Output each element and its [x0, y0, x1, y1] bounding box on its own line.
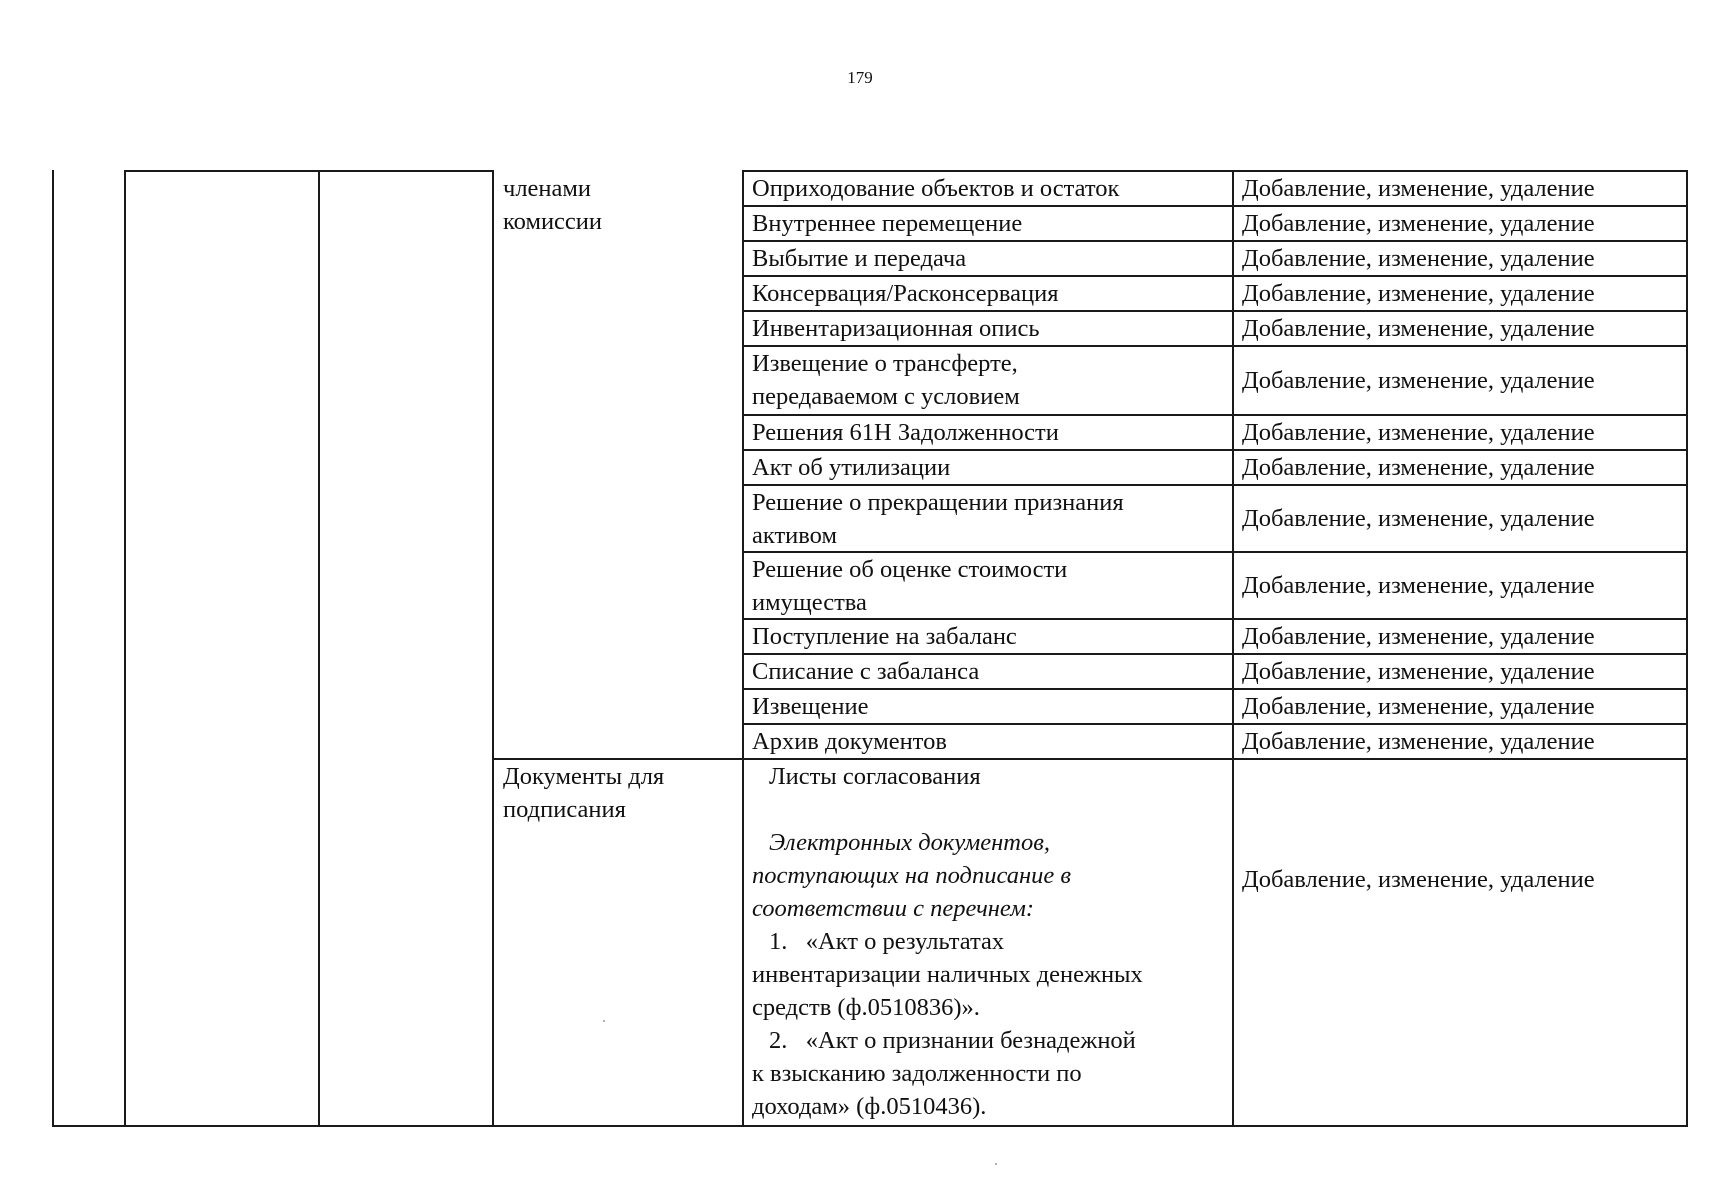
row-permissions: Добавление, изменение, удаление: [1242, 280, 1595, 307]
row-permissions: Добавление, изменение, удаление: [1242, 175, 1595, 202]
col-line-6: [1232, 170, 1234, 1127]
row-document: Поступление на забаланс: [752, 623, 1017, 650]
group-label-line: комиссии: [503, 208, 603, 235]
signing-title: Листы согласования: [769, 763, 981, 790]
row-permissions: Добавление, изменение, удаление: [1242, 658, 1595, 685]
row-document: [752, 347, 1020, 413]
signing-documents-cell: [752, 760, 1143, 1123]
row-document: Консервация/Расконсервация: [752, 280, 1059, 307]
list-item-line: инвентаризации наличных денежных: [752, 961, 1143, 988]
col-line-7: [1686, 170, 1688, 1127]
row-permissions: Добавление, изменение, удаление: [1242, 505, 1595, 532]
row-permissions: Добавление, изменение, удаление: [1242, 315, 1595, 342]
group-label-members: [503, 172, 602, 238]
col-line-2: [124, 170, 126, 1127]
table-top-border-left: [124, 170, 494, 172]
row-document: Инвентаризационная опись: [752, 315, 1040, 342]
row-document: Списание с забаланса: [752, 658, 980, 685]
row-document-line: передаваемом с условием: [752, 383, 1020, 410]
signing-italic-line: соответствии с перечнем:: [752, 895, 1034, 922]
scan-speck: [603, 1020, 605, 1022]
row-permissions: Добавление, изменение, удаление: [1242, 728, 1595, 755]
row-document: Внутреннее перемещение: [752, 210, 1023, 237]
row-document: Акт об утилизации: [752, 454, 951, 481]
row-document-line: имущества: [752, 589, 867, 616]
col-line-5: [742, 170, 744, 1127]
row-permissions: Добавление, изменение, удаление: [1242, 210, 1595, 237]
row-document: [752, 486, 1124, 552]
row-document: Извещение: [752, 693, 869, 720]
col-line-1: [52, 170, 54, 1127]
row-permissions: Добавление, изменение, удаление: [1242, 419, 1595, 446]
row-permissions: Добавление, изменение, удаление: [1242, 245, 1595, 272]
col-line-3: [318, 170, 320, 1127]
row-permissions: Добавление, изменение, удаление: [1242, 693, 1595, 720]
page-number: 179: [847, 68, 873, 87]
row-document: Оприходование объектов и остаток: [752, 175, 1120, 202]
group-label-line: членами: [503, 175, 592, 202]
row-document-line: Решение об оценке стоимости: [752, 556, 1068, 583]
row-document-line: Решение о прекращении признания: [752, 489, 1124, 516]
list-item-line: к взысканию задолженности по: [752, 1060, 1082, 1087]
spacer: [752, 793, 1143, 826]
row-permissions: Добавление, изменение, удаление: [1242, 367, 1595, 394]
signing-italic-line: Электронных документов,: [769, 829, 1051, 856]
row-permissions: Добавление, изменение, удаление: [1242, 572, 1595, 599]
list-item-line: 1. «Акт о результатах: [769, 928, 1005, 955]
group-label-line: Документы для: [503, 763, 665, 790]
table-bottom-border: [52, 1125, 1686, 1127]
list-item-line: средств (ф.0510836)».: [752, 994, 980, 1021]
list-item-line: доходам» (ф.0510436).: [752, 1093, 987, 1120]
signing-permissions: Добавление, изменение, удаление: [1242, 866, 1595, 893]
scan-speck: [995, 1163, 997, 1165]
signing-italic-line: поступающих на подписание в: [752, 862, 1071, 889]
list-item-line: 2. «Акт о признании безнадежной: [769, 1027, 1136, 1054]
row-document: Решения 61Н Задолженности: [752, 419, 1059, 446]
group-label-signing: [503, 760, 664, 826]
row-permissions: Добавление, изменение, удаление: [1242, 454, 1595, 481]
row-document: Архив документов: [752, 728, 947, 755]
row-document-line: активом: [752, 522, 837, 549]
row-document-line: Извещение о трансферте,: [752, 350, 1018, 377]
group-label-line: подписания: [503, 796, 626, 823]
col-line-4: [492, 170, 494, 1127]
row-document: [752, 553, 1067, 619]
row-permissions: Добавление, изменение, удаление: [1242, 623, 1595, 650]
row-document: Выбытие и передача: [752, 245, 967, 272]
